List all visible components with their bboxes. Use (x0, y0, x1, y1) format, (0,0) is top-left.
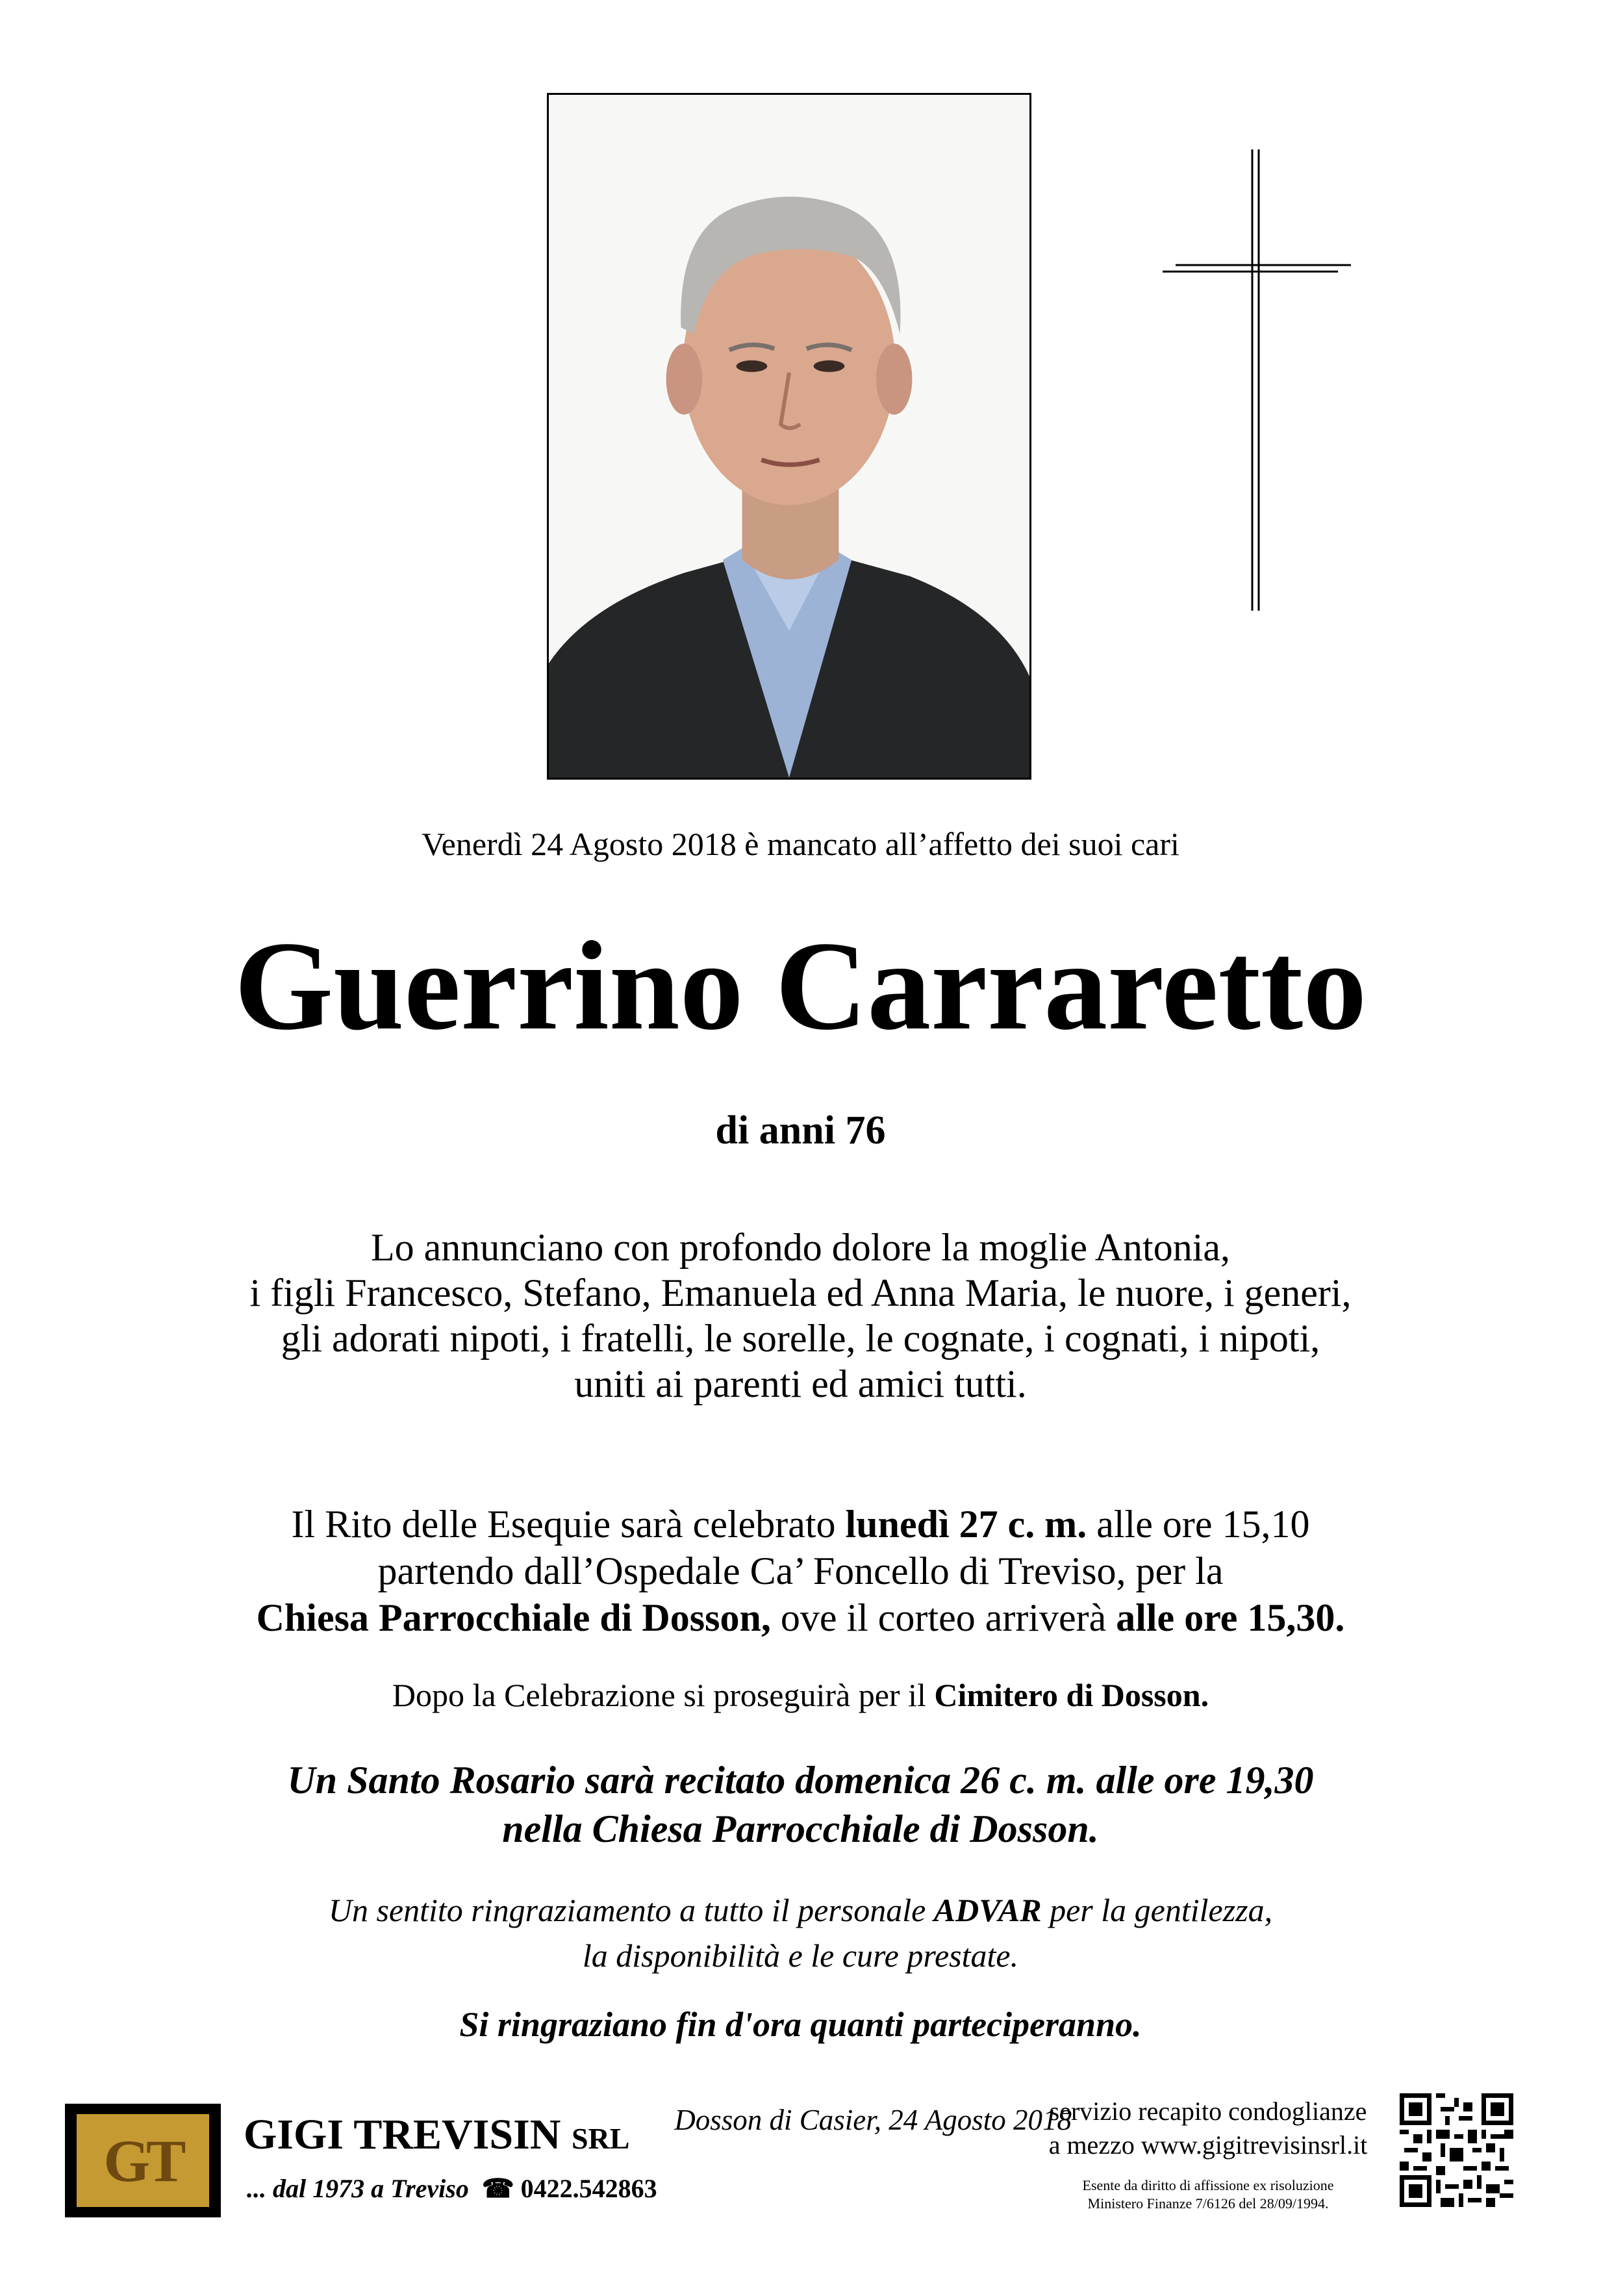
cemetery-text: Dopo la Celebrazione si proseguirà per il (392, 1677, 935, 1713)
company-suffix: SRL (571, 2122, 630, 2155)
cemetery-line (0, 1676, 1601, 1714)
company-logo (65, 2104, 221, 2217)
thanks-line: la disponibilità e le cure prestate. (582, 1937, 1019, 1974)
rite-line: partendo dall’Ospedale Ca’ Foncello di Treviso, per la (377, 1550, 1224, 1592)
rite-text: Il Rito delle Esequie sarà celebrato (291, 1503, 846, 1546)
church-name: Chiesa Parrocchiale di Dosson, (256, 1596, 771, 1639)
since-text: ... dal 1973 a Treviso (247, 2174, 469, 2203)
announcement-line: i figli Francesco, Stefano, Emanuela ed Anna Maria, le nuore, i generi, (249, 1271, 1352, 1314)
company-name (244, 2110, 629, 2160)
rite-line (0, 1594, 1601, 1641)
phone-icon: ☎ (481, 2174, 514, 2203)
exemption-note (1026, 2176, 1390, 2213)
intro-line: Venerdì 24 Agosto 2018 è mancato all’affetto dei suoi cari (422, 826, 1179, 862)
company-name-text: GIGI TREVISIN (244, 2111, 561, 2158)
rite-time: alle ore 15,10 (1087, 1503, 1310, 1546)
rite-line (0, 1501, 1601, 1548)
exempt-line: Esente da diritto di affissione ex risoluzione (1082, 2177, 1334, 2193)
exempt-line: Ministero Finanze 7/6126 del 28/09/1994. (1087, 2195, 1329, 2212)
thanks-text: per la gentilezza, (1041, 1892, 1273, 1928)
final-thanks: Si ringraziano fin d'ora quanti parteciperanno. (459, 2005, 1142, 2044)
condolence-service (1026, 2095, 1390, 2162)
thanks-block (0, 1887, 1601, 1978)
rosary-line: Un Santo Rosario sarà recitato domenica 26 c. m. alle ore 19,30 (287, 1759, 1314, 1802)
announcement-line: Lo annunciano con profondo dolore la moglie Antonia, (370, 1226, 1231, 1269)
qr-code (1400, 2093, 1513, 2207)
rite-date: lunedì 27 c. m. (845, 1503, 1087, 1546)
advar-name: ADVAR (933, 1892, 1042, 1928)
age-line: di anni 76 (715, 1108, 886, 1153)
deceased-name: Guerrino Carraretto (234, 915, 1367, 1056)
phone-number: 0422.542863 (520, 2174, 657, 2203)
cemetery-name: Cimitero di Dosson. (934, 1677, 1209, 1713)
arrival-time: alle ore 15,30. (1116, 1596, 1345, 1639)
rosary-line: nella Chiesa Parrocchiale di Dosson. (502, 1807, 1099, 1850)
service-line: servizio recapito condoglianze (1049, 2097, 1367, 2126)
thanks-line (0, 1887, 1601, 1933)
portrait-photo (547, 93, 1031, 780)
rite-text: ove il corteo arriverà (770, 1596, 1116, 1639)
announcement-line: uniti ai parenti ed amici tutti. (574, 1362, 1027, 1405)
cross-icon (1163, 149, 1351, 611)
announcement-block (0, 1225, 1601, 1407)
service-line: a mezzo www.gigitrevisinsrl.it (1048, 2130, 1368, 2160)
rosary-block (0, 1756, 1601, 1854)
thanks-text: Un sentito ringraziamento a tutto il personale (328, 1892, 934, 1928)
place-date: Dosson di Casier, 24 Agosto 2018 (674, 2104, 1072, 2136)
funeral-rite-block (0, 1501, 1601, 1641)
logo-mark: GT (77, 2114, 209, 2207)
company-since (247, 2173, 657, 2204)
announcement-line: gli adorati nipoti, i fratelli, le sorelle, le cognate, i cognati, i nipoti, (281, 1317, 1320, 1360)
